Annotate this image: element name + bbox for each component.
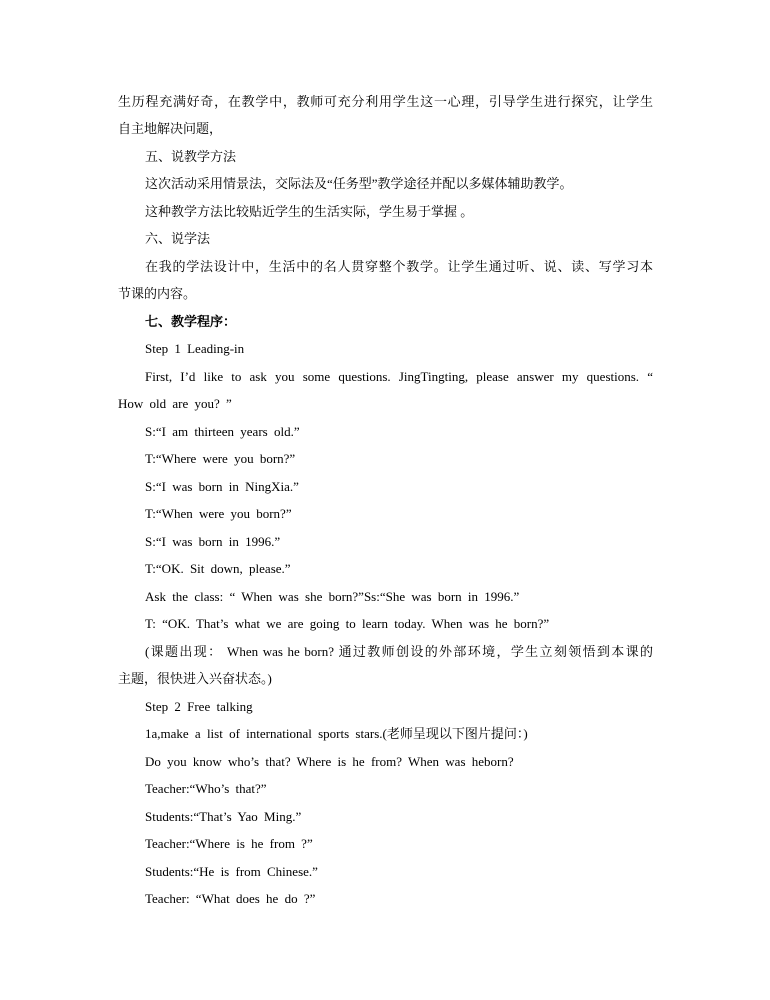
paragraph-line: (课题出现： When was he born? 通过教师创设的外部环境，学生立刻领悟到本课的 [145, 644, 653, 659]
paragraph-line: First, I’d like to ask you some questions. JingTingting, please answer my questions. “ [145, 369, 653, 384]
step-heading: Step 1 Leading-in [145, 341, 245, 356]
paragraph-line: 自主地解决问题， [118, 121, 223, 136]
step-heading: Step 2 Free talking [145, 699, 253, 714]
dialogue-line: Teacher:“Where is he from ?” [145, 836, 313, 851]
dialogue-line: T:“When were you born?” [145, 506, 292, 521]
dialogue-line: T:“Where were you born?” [145, 451, 296, 466]
dialogue-line: Teacher: “What does he do ?” [145, 891, 316, 906]
paragraph-line: 在我的学法设计中，生活中的名人贯穿整个教学。让学生通过听、说、读、写学习本 [145, 259, 653, 274]
section-heading: 七、教学程序： [145, 314, 237, 329]
dialogue-line: Ask the class: “ When was she born?”Ss:“She was born in 1996.” [145, 589, 520, 604]
dialogue-line: S:“I was born in 1996.” [145, 534, 281, 549]
paragraph-line: 1a,make a list of international sports stars.(老师呈现以下图片提问：) [145, 726, 528, 741]
dialogue-line: Students:“He is from Chinese.” [145, 864, 318, 879]
paragraph-line: Do you know who’s that? Where is he from? When was heborn? [145, 754, 514, 769]
section-heading: 六、说学法 [145, 231, 211, 246]
dialogue-line: S:“I was born in NingXia.” [145, 479, 299, 494]
paragraph-line: How old are you? ” [118, 396, 232, 411]
section-heading: 五、说教学方法 [145, 149, 237, 164]
dialogue-line: S:“I am thirteen years old.” [145, 424, 300, 439]
paragraph-line: 这种教学方法比较贴近学生的生活实际，学生易于掌握 。 [145, 204, 474, 219]
dialogue-line: T: “OK. That’s what we are going to learn today. When was he born?” [145, 616, 550, 631]
dialogue-line: T:“OK. Sit down, please.” [145, 561, 291, 576]
dialogue-line: Students:“That’s Yao Ming.” [145, 809, 302, 824]
paragraph-line: 生历程充满好奇，在教学中，教师可充分利用学生这一心理，引导学生进行探究，让学生 [118, 94, 653, 109]
paragraph-line: 这次活动采用情景法，交际法及“任务型”教学途径并配以多媒体辅助教学。 [145, 176, 573, 191]
paragraph-line: 主题，很快进入兴奋状态。) [118, 671, 272, 686]
paragraph-line: 节课的内容。 [118, 286, 197, 301]
dialogue-line: Teacher:“Who’s that?” [145, 781, 267, 796]
